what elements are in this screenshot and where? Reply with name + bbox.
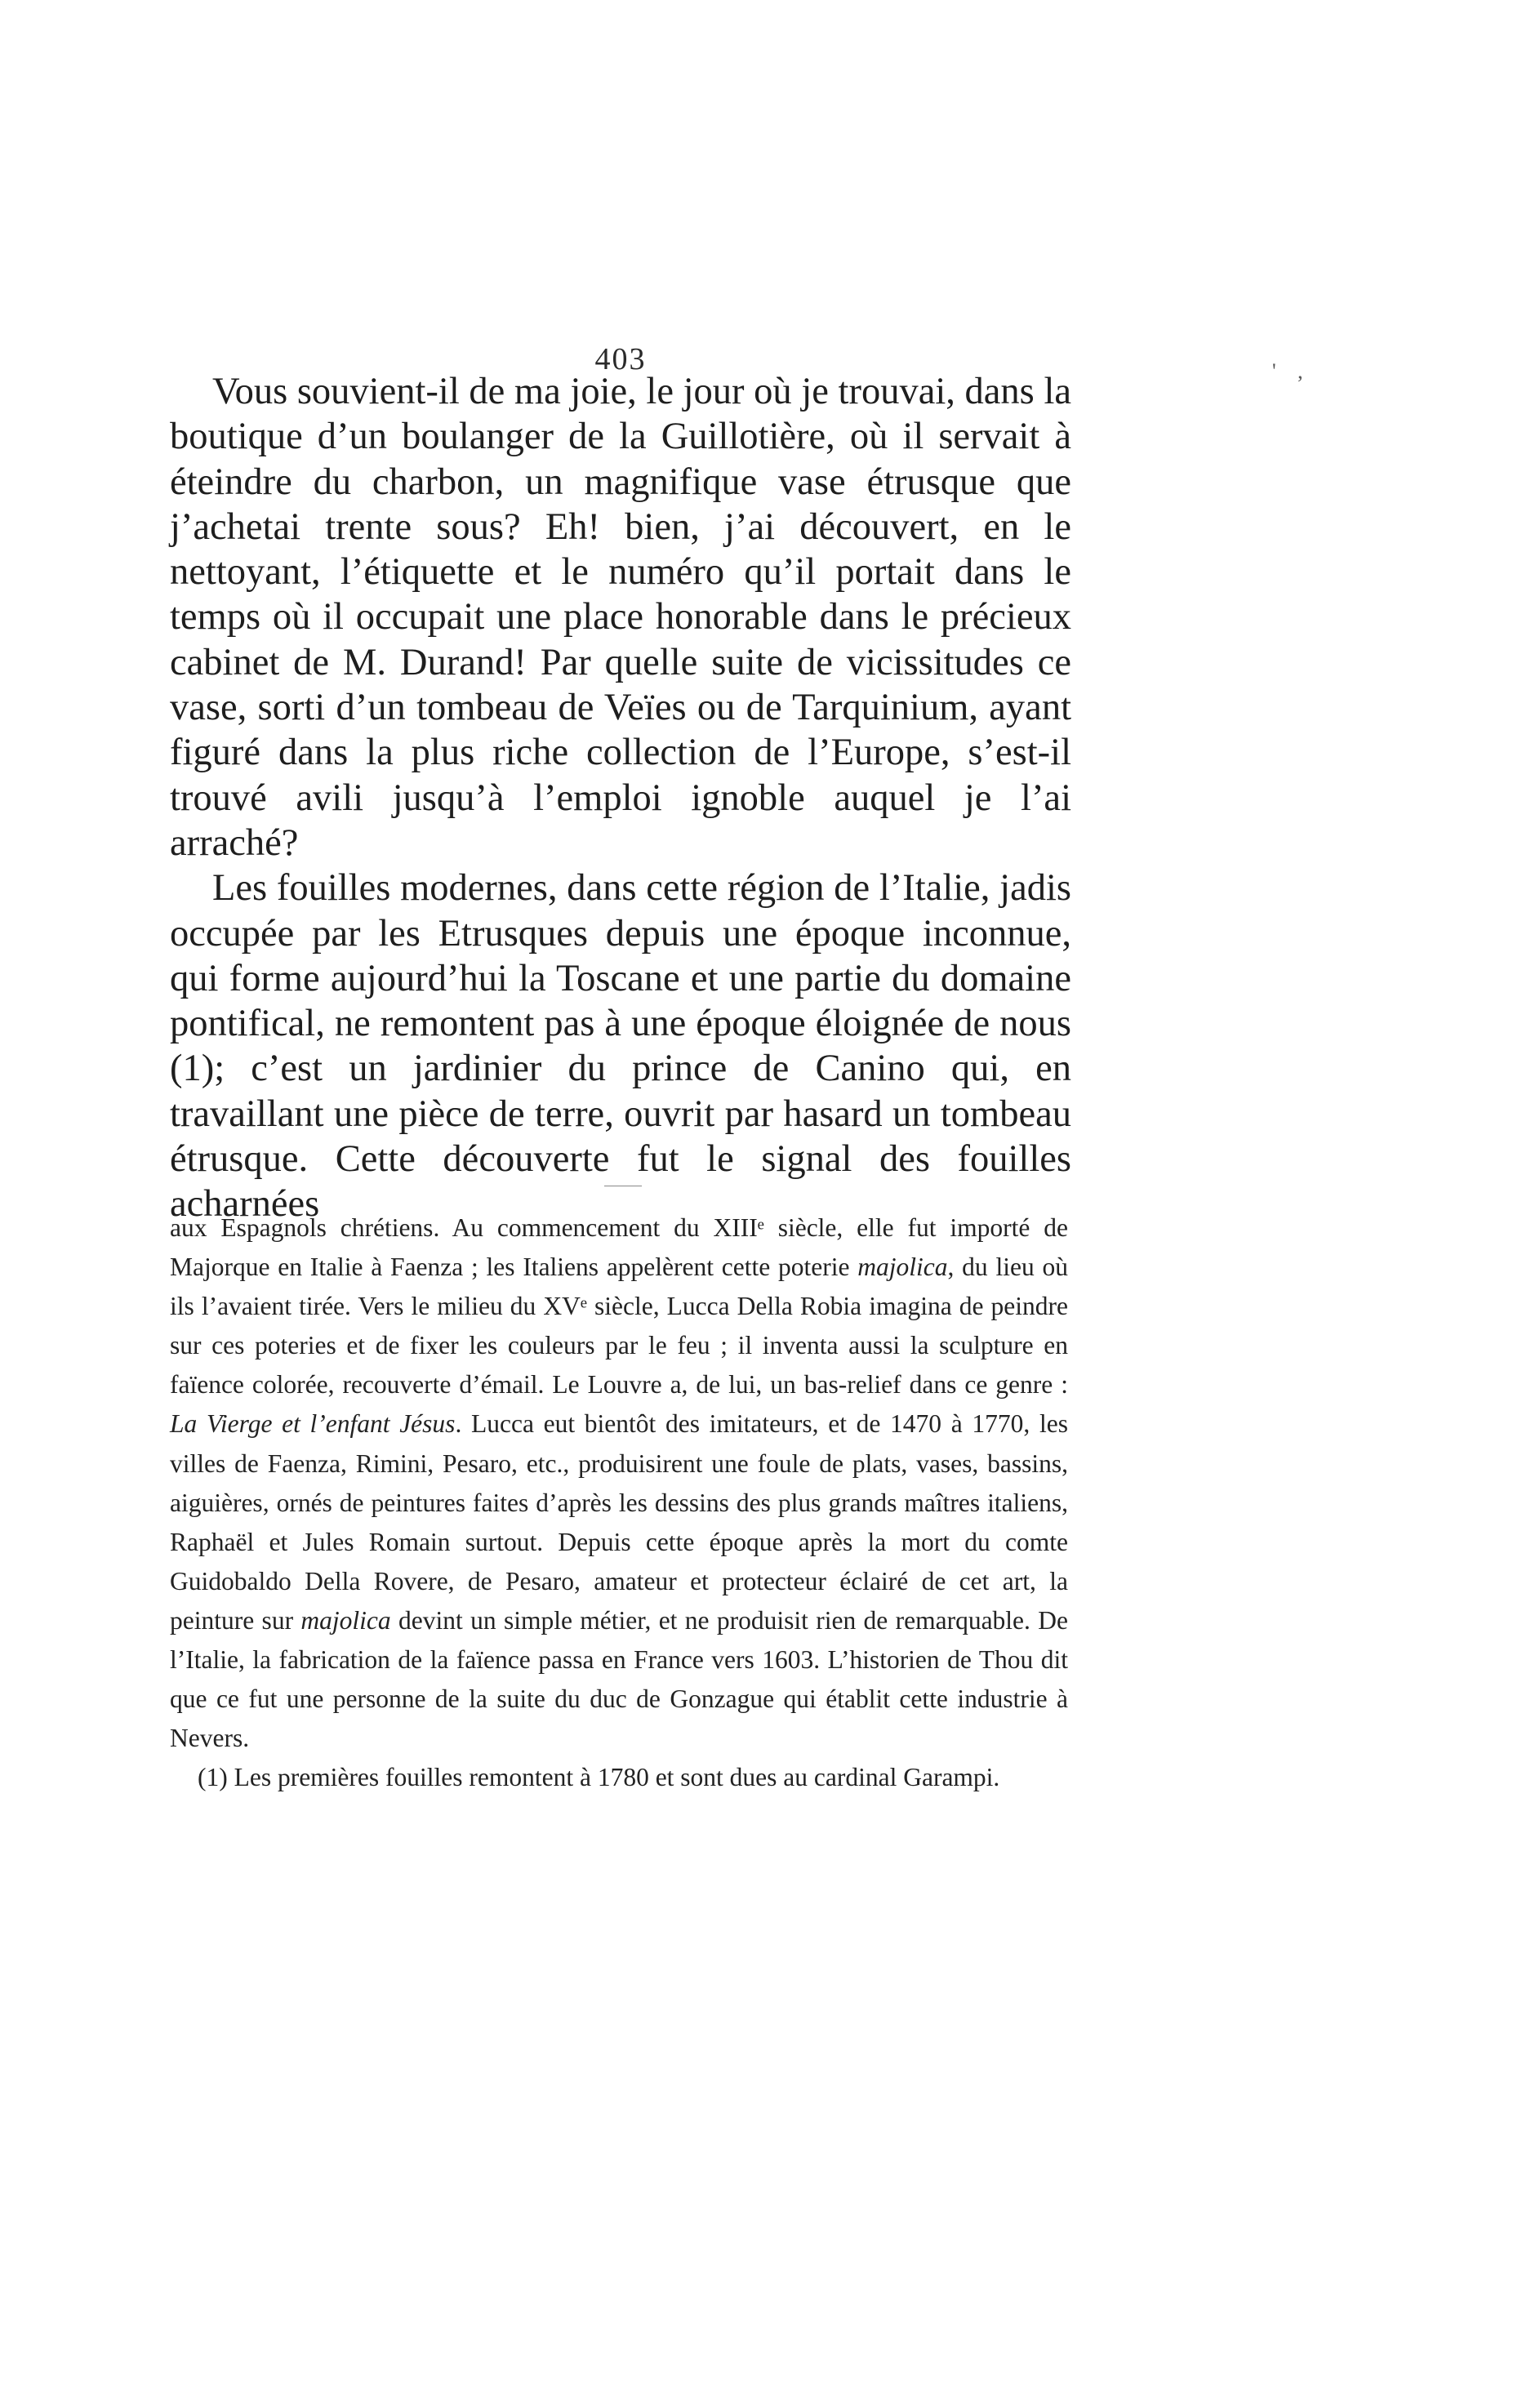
- footnote-italic-majolica-1: majolica: [857, 1253, 948, 1282]
- footnote-continuation: [170, 1208, 1068, 1758]
- main-text: [170, 369, 1071, 1227]
- footnote-text-3: . Lucca eut bientôt des imitateurs, et de 1470 à 1770, les villes de Faenza, Rimini, Pesaro, etc., produisirent une foule de plats, vases, bassins, aiguières, ornés de peintures faites d’après les dessins des plus grands maîtres italiens, Raphaël et Jules Romain surtout. Depuis cette époque après la mort du comte Guidobaldo Della Rovere, de Pesaro, amateur et protecteur éclairé de cet art, la peinture sur: [170, 1409, 1068, 1635]
- footnote-text-2: , du lieu où ils l’avaient tirée. Vers le milieu du XVᵉ siècle, Lucca Della Robia imagina de peindre sur ces poteries et de fixer les couleurs par le feu ; il inventa aussi la sculpture en faïence colorée, recouverte d’émail. Le Louvre a, de lui, un bas-relief dans ce genre :: [170, 1253, 1068, 1400]
- footnote-1: (1) Les premières fouilles remontent à 1780 et sont dues au cardinal Garampi.: [198, 1763, 1000, 1792]
- footnote-text-4: devint un simple métier, et ne produisit rien de remarquable. De l’Italie, la fabrication de la faïence passa en France vers 1603. L’historien de Thou dit que ce fut une personne de la suite du duc de Gonzague qui établit cette industrie à Nevers.: [170, 1605, 1068, 1753]
- footnote-italic-artwork-title: La Vierge et l’enfant Jésus: [170, 1409, 456, 1439]
- footnote-italic-majolica-2: majolica: [300, 1605, 391, 1635]
- footnote-text-1: aux Espagnols chrétiens. Au commencement du XIIIᵉ siècle, elle fut importé de Majorque en Italie à Faenza ; les Italiens appelèrent cette poterie: [170, 1213, 1068, 1282]
- paragraph-2: Les fouilles modernes, dans cette région de l’Italie, jadis occupée par les Etrusques depuis une époque inconnue, qui forme aujourd’hui la Toscane et une partie du domaine pontifical, ne remontent pas à une époque éloignée de nous (1); c’est un jardinier du prince de Canino qui, en travaillant une pièce de terre, ouvrit par hasard un tombeau étrusque. Cette découverte fut le signal des fouilles acharnées: [170, 867, 1071, 1226]
- paragraph-1: Vous souvient-il de ma joie, le jour où je trouvai, dans la boutique d’un boulanger de la Guillotière, où il servait à éteindre du charbon, un magnifique vase étrusque que j’achetai trente sous? Eh! bien, j’ai découvert, en le nettoyant, l’étiquette et le numéro qu’il portait dans le temps où il occupait une place honorable dans le précieux cabinet de M. Durand! Par quelle suite de vicissitudes ce vase, sorti d’un tombeau de Veïes ou de Tarquinium, ayant figuré dans la plus riche collection de l’Europe, s’est-il trouvé avili jusqu’à l’emploi ignoble auquel je l’ai arraché?: [170, 371, 1071, 864]
- page-number: 403: [594, 342, 647, 376]
- footnotes: [170, 1208, 1068, 1797]
- corner-marks: ' ,: [1272, 359, 1311, 383]
